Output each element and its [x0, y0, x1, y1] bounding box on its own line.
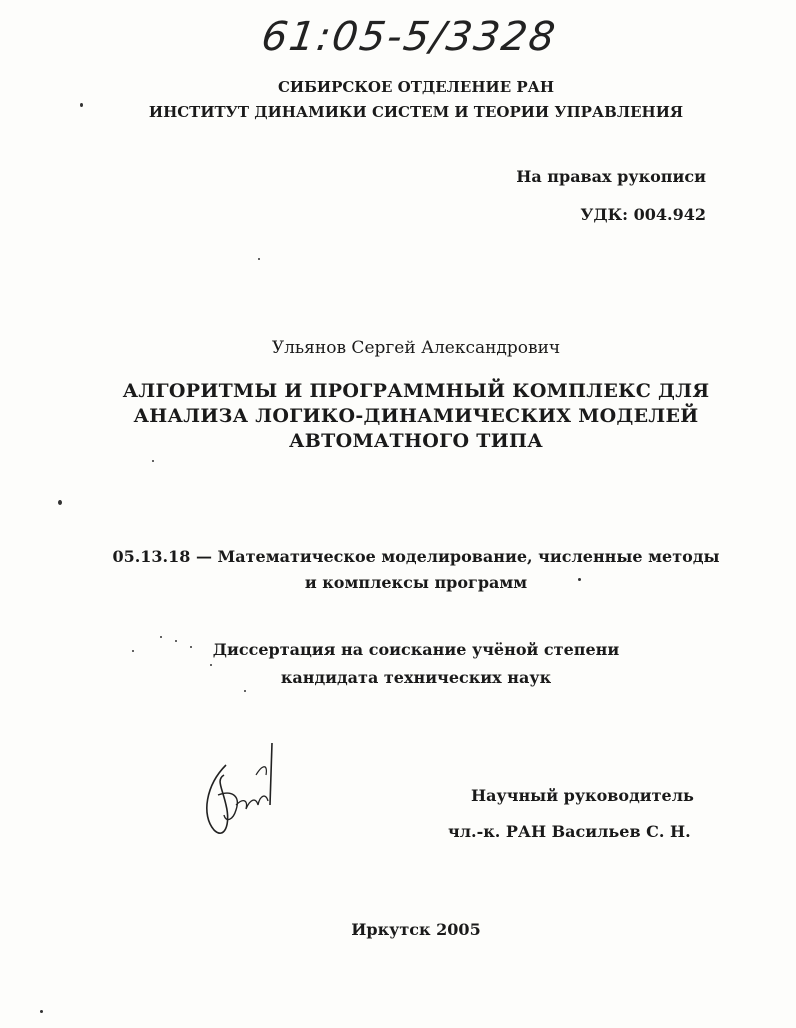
scan-speck [210, 664, 212, 666]
scan-speck [190, 646, 192, 648]
author-name: Ульянов Сергей Александрович [271, 338, 561, 358]
specialty-line: и комплексы программ [304, 573, 528, 592]
scan-speck [578, 578, 581, 581]
organization-name: СИБИРСКОЕ ОТДЕЛЕНИЕ РАН [277, 78, 555, 96]
manuscript-rights: На правах рукописи [516, 167, 706, 186]
scan-speck [40, 1010, 43, 1013]
scan-speck [244, 690, 246, 692]
specialty-line: 05.13.18 — Математическое моделирование, численные методы [112, 547, 720, 566]
udk-code: УДК: 004.942 [580, 205, 706, 224]
archive-number-handwritten: 61:05-5/3328 [258, 14, 560, 60]
institute-name: ИНСТИТУТ ДИНАМИКИ СИСТЕМ И ТЕОРИИ УПРАВЛЕНИЯ [148, 103, 684, 121]
scan-speck [175, 640, 177, 642]
advisor-name: чл.-к. РАН Васильев С. Н. [448, 822, 691, 841]
scan-speck [258, 258, 260, 260]
scan-speck [80, 103, 83, 107]
scan-speck [152, 460, 154, 462]
scan-speck [58, 500, 62, 505]
advisor-label: Научный руководитель [471, 786, 694, 805]
title-line: АЛГОРИТМЫ И ПРОГРАММНЫЙ КОМПЛЕКС ДЛЯ [122, 380, 710, 402]
title-line: АНАЛИЗА ЛОГИКО-ДИНАМИЧЕСКИХ МОДЕЛЕЙ [133, 405, 699, 427]
dissertation-line: кандидата технических наук [280, 668, 552, 687]
city-year: Иркутск 2005 [351, 920, 481, 939]
dissertation-line: Диссертация на соискание учёной степени [212, 640, 620, 659]
title-line: АВТОМАТНОГО ТИПА [289, 430, 543, 452]
scan-speck [132, 650, 134, 652]
scan-speck [160, 636, 162, 638]
handwritten-signature [196, 735, 286, 845]
